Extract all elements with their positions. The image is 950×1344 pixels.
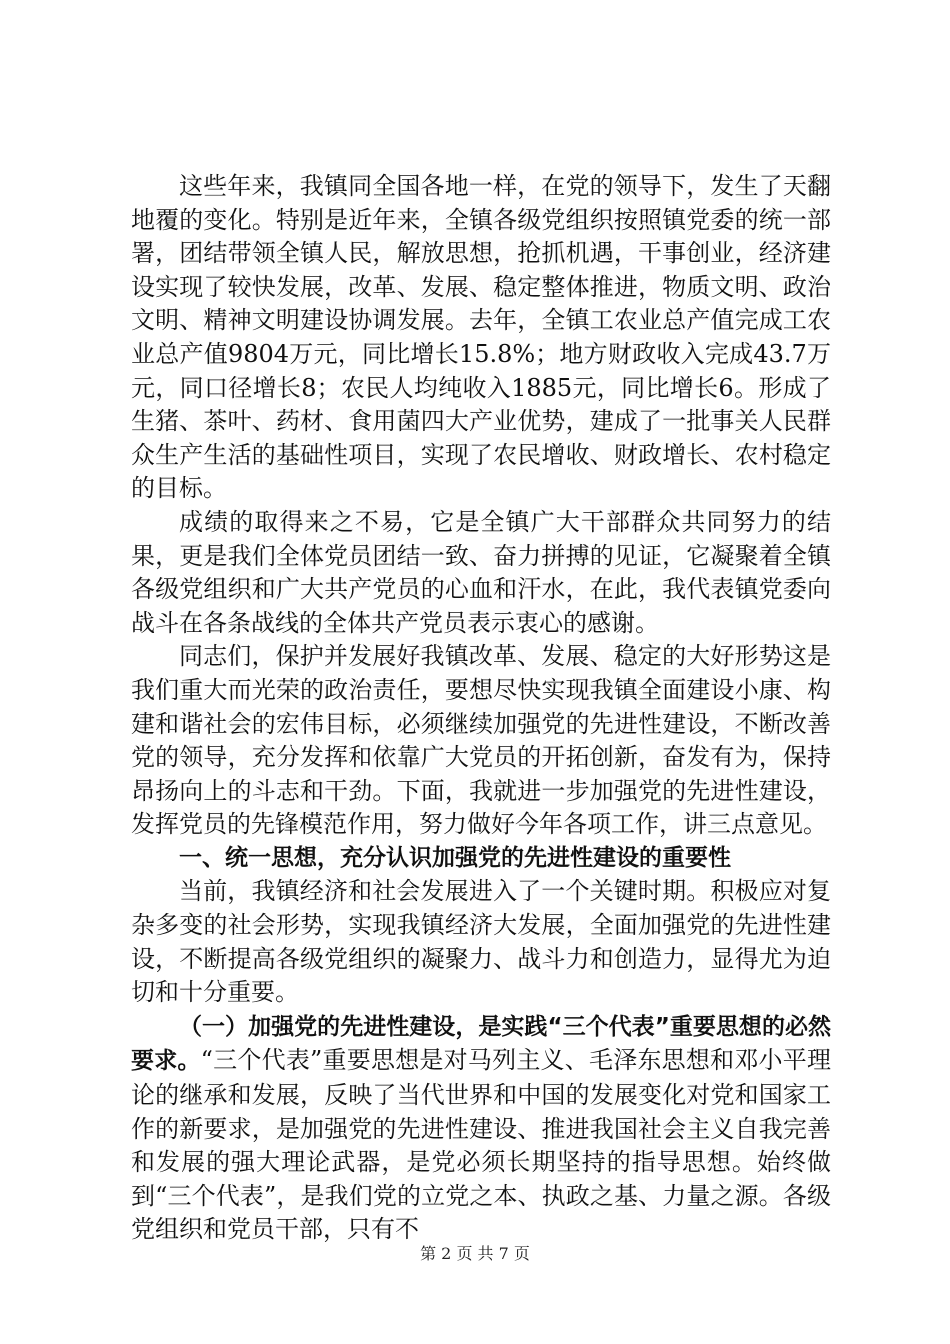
paragraph-body-text: “三个代表”重要思想是对马列主义、毛泽东思想和邓小平理论的继承和发展，反映了当代世界和中国的发展变化对党和国家工作的新要求，是加强党的先进性建设、推进我国社会主义自我完善和发展的强大理论武器，是党必须长期坚持的指导思想。始终做到“三个代表”，是我们党的立党之本、执政之基、力量之源。各级党组织和党员干部，只有不 xyxy=(131,1046,831,1244)
paragraph-three-represents xyxy=(131,1010,831,1247)
paragraph-achievements: 这些年来，我镇同全国各地一样，在党的领导下，发生了天翻地覆的变化。特别是近年来，全镇各级党组织按照镇党委的统一部署，团结带领全镇人民，解放思想，抢抓机遇，干事创业，经济建设实现了较快发展，改革、发展、稳定整体推进，物质文明、政治文明、精神文明建设协调发展。去年，全镇工农业总产值完成工农业总产值9804万元，同比增长15.8%；地方财政收入完成43.7万元，同口径增长8；农民人均纯收入1885元，同比增长6。形成了生猪、茶叶、药材、食用菌四大产业优势，建成了一批事关人民群众生产生活的基础性项目，实现了农民增收、财政增长、农村稳定的目标。 xyxy=(131,172,831,503)
paragraph-lead-bold: （一）加强党的先进性建设，是实践“三个代表”重要思想的必然要求。 xyxy=(131,1013,831,1075)
paragraph-current-situation: 当前，我镇经济和社会发展进入了一个关键时期。积极应对复杂多变的社会形势，实现我镇经济大发展，全面加强党的先进性建设，不断提高各级党组织的凝聚力、战斗力和创造力，显得尤为迫切和十分重要。 xyxy=(131,877,831,1007)
paragraph-gratitude: 成绩的取得来之不易，它是全镇广大干部群众共同努力的结果，更是我们全体党员团结一致、奋力拼搏的见证，它凝聚着全镇各级党组织和广大共产党员的心血和汗水，在此，我代表镇党委向战斗在各条战线的全体共产党员表示衷心的感谢。 xyxy=(131,507,831,637)
paragraph-opinions-intro: 同志们，保护并发展好我镇改革、发展、稳定的大好形势这是我们重大而光荣的政治责任，要想尽快实现我镇全面建设小康、构建和谐社会的宏伟目标，必须继续加强党的先进性建设，不断改善党的领导，充分发挥和依靠广大党员的开拓创新，奋发有为，保持昂扬向上的斗志和干劲。下面，我就进一步加强党的先进性建设，发挥党员的先锋模范作用，努力做好今年各项工作，讲三点意见。 xyxy=(131,642,831,839)
document-body xyxy=(131,170,831,1247)
page-footer: 第 2 页 共 7 页 xyxy=(420,1244,530,1263)
section-heading-1: 一、统一思想，充分认识加强党的先进性建设的重要性 xyxy=(179,844,731,871)
